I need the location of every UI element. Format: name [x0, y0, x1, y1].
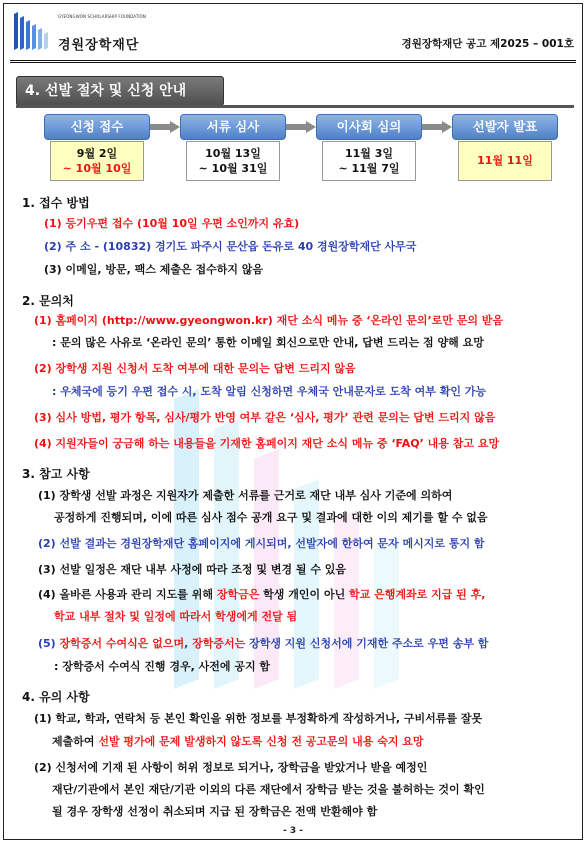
- step-board-review: 이사회 심의: [316, 114, 422, 140]
- step-announcement: 선발자 발표: [452, 114, 558, 140]
- step-apply: 신청 접수: [44, 114, 150, 140]
- document-page: [3, 3, 583, 840]
- list-item: (2) 선발 결과는 경원장학재단 홈페이지에 게시되며, 선발자에 한하여 문자 메시지로 통지 함: [38, 537, 485, 550]
- list-item: 학교 내부 절차 및 일정에 따라서 학생에게 전달 됨: [54, 610, 298, 623]
- section-2-title: 2. 문의처: [22, 294, 74, 308]
- date-box-apply: [50, 141, 144, 181]
- list-item: (4) 올바른 사용과 관리 지도를 위해 장학금은 학생 개인이 아닌 학교 은행계좌로 지급 된 후,: [38, 588, 486, 601]
- step-document-review: 서류 심사: [180, 114, 286, 140]
- date-announcement: 11월 11일: [477, 154, 533, 167]
- date-end: ~ 10월 31일: [198, 162, 268, 175]
- list-item: (2) 장학생 지원 신청서 도착 여부에 대한 문의는 답변 드리지 않음: [34, 362, 356, 375]
- list-item: 재단/기관에서 본인 재단/기관 이외의 다른 재단에서 장학금 받는 것을 불허하는 것이 확인: [52, 783, 485, 796]
- date-start: 10월 13일: [205, 147, 261, 160]
- list-item: (1) 학교, 학과, 연락처 등 본인 확인을 위한 정보를 부정확하게 작성하거나, 구비서류를 잘못: [34, 712, 483, 725]
- banner-underline: [16, 105, 574, 108]
- date-start: 11월 3일: [344, 147, 394, 160]
- list-item: 제출하여 선발 평가에 문제 발생하지 않도록 신청 전 공고문의 내용 숙지 요망: [52, 735, 424, 748]
- section-banner: 4. 선발 절차 및 신청 안내: [16, 76, 224, 106]
- foundation-logo: [10, 8, 150, 58]
- list-item: (4) 지원자들이 궁금해 하는 내용들을 기재한 홈페이지 재단 소식 메뉴 중 ‘FAQ’ 내용 참고 요망: [34, 437, 500, 450]
- list-item: (3) 심사 방법, 평가 항목, 심사/평가 반영 여부 같은 ‘심사, 평가’ 관련 문의는 답변 드리지 않음: [34, 411, 496, 424]
- section-1-title: 1. 접수 방법: [22, 196, 90, 210]
- date-box-announcement: [458, 141, 552, 181]
- page-number: - 3 -: [283, 826, 303, 836]
- date-box-document-review: [186, 141, 280, 181]
- list-item: 될 경우 장학생 선정이 취소되며 지급 된 장학금은 전액 반환해야 함: [52, 805, 378, 818]
- logo-name: 경원장학재단: [58, 38, 140, 53]
- list-item: (3) 선발 일정은 재단 내부 사정에 따라 조정 및 변경 될 수 있음: [38, 563, 347, 576]
- logo-mark-icon: [10, 8, 56, 54]
- arrow-right-icon: [150, 121, 180, 133]
- date-box-board-review: [322, 141, 416, 181]
- arrow-right-icon: [286, 121, 316, 133]
- list-item: (2) 신청서에 기재 된 사항이 허위 정보로 되거나, 장학금을 받았거나 받을 예정인: [34, 761, 428, 774]
- section-3-title: 3. 참고 사항: [22, 467, 90, 481]
- list-item: : 장학증서 수여식 진행 경우, 사전에 공지 함: [54, 660, 271, 673]
- list-item: : 우체국에 등기 우편 접수 시, 도착 알림 신청하면 우체국 안내문자로 도착 여부 확인 가능: [52, 385, 487, 398]
- logo-english-text: GYEONGWON SCHOLARSHIP FOUNDATION: [58, 14, 146, 19]
- date-end: ~ 11월 7일: [338, 162, 400, 175]
- list-item: (5) 장학증서 수여식은 없으며, 장학증서는 장학생 지원 신청서에 기재한 주소로 우편 송부 함: [38, 637, 489, 650]
- list-item: (1) 홈페이지 (http://www.gyeongwon.kr) 재단 소식 메뉴 중 ‘온라인 문의’로만 문의 받음: [34, 314, 504, 327]
- list-item: : 문의 많은 사유로 ‘온라인 문의’ 통한 이메일 회신으로만 안내, 답변 드리는 점 양해 요망: [52, 336, 484, 349]
- date-end: ~ 10월 10일: [62, 162, 132, 175]
- notice-number: 경원장학재단 공고 제2025 – 001호: [401, 38, 574, 50]
- list-item: 공정하게 진행되며, 이에 따른 심사 점수 공개 요구 및 결과에 대한 이의 제기를 할 수 없음: [54, 511, 488, 524]
- list-item: (1) 등기우편 접수 (10월 10일 우편 소인까지 유효): [44, 217, 300, 230]
- header-rule: [10, 60, 576, 61]
- date-start: 9월 2일: [76, 147, 118, 160]
- list-item: (2) 주 소 - (10832) 경기도 파주시 문산읍 돈유로 40 경원장학재단 사무국: [44, 240, 417, 253]
- section-4-title: 4. 유의 사항: [22, 690, 90, 704]
- header-rule-second: [10, 62, 576, 63]
- arrow-right-icon: [422, 121, 452, 133]
- list-item: (1) 장학생 선발 과정은 지원자가 제출한 서류를 근거로 재단 내부 심사 기준에 의하여: [38, 489, 453, 502]
- list-item: (3) 이메일, 방문, 팩스 제출은 접수하지 않음: [44, 263, 264, 276]
